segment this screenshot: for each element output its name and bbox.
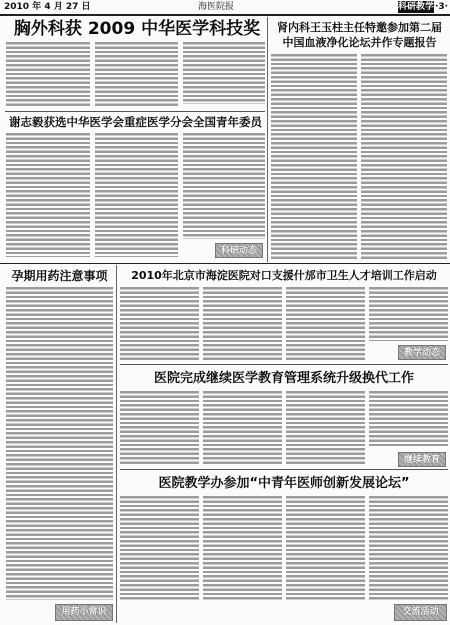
forum-body-col-3 bbox=[286, 496, 365, 600]
tag-teaching: 教学动态 bbox=[398, 345, 446, 360]
shifang-body-col-3 bbox=[286, 287, 365, 361]
forum-body-col-4 bbox=[369, 496, 448, 600]
thoracic-headline: 胸外科获 2009 中华医学科技奖 bbox=[13, 19, 261, 39]
shifang-body-col-1 bbox=[120, 287, 199, 361]
shifang-body-col-2 bbox=[203, 287, 282, 361]
tag-research: 科研动态 bbox=[215, 243, 263, 258]
cme-body-col-2 bbox=[203, 391, 282, 466]
mid-rule bbox=[0, 263, 450, 264]
tag-exchange: 交流活动 bbox=[394, 604, 447, 621]
masthead: 海医院报 bbox=[198, 2, 235, 12]
forum-body-col-1 bbox=[120, 496, 199, 600]
thoracic-body-col-3 bbox=[183, 42, 265, 104]
nephrology-body-col-2 bbox=[361, 54, 447, 260]
cme-divider bbox=[120, 469, 448, 470]
section-label: 科研教学 bbox=[398, 2, 435, 12]
cme-body-col-1 bbox=[120, 391, 199, 466]
cme-headline: 医院完成继续医学教育管理系统升级换代工作 bbox=[153, 371, 414, 386]
nephrology-headline-line-2: 中国血液净化论坛并作专题报告 bbox=[282, 36, 437, 49]
thoracic-body-col-2 bbox=[95, 42, 178, 108]
xie-body-col-3 bbox=[183, 133, 265, 239]
xie-headline: 谢志毅获选中华医学会重症医学分会全国青年委员 bbox=[9, 115, 262, 129]
tag-medication: 用药小常识 bbox=[55, 604, 113, 621]
xie-body-col-2 bbox=[95, 133, 178, 257]
shifang-divider bbox=[120, 364, 448, 365]
issue-date: 2010 年 4 月 27 日 bbox=[4, 2, 91, 12]
shifang-headline: 2010年北京市海淀医院对口支援什邡市卫生人才培训工作启动 bbox=[131, 269, 437, 282]
cme-body-col-3 bbox=[286, 391, 365, 466]
thoracic-body-col-1 bbox=[6, 42, 90, 108]
forum-body-col-2 bbox=[203, 496, 282, 600]
header-rule bbox=[0, 14, 450, 16]
page-number: ·3· bbox=[435, 2, 449, 12]
tag-cme: 继续教育 bbox=[398, 452, 446, 467]
nephrology-body-col-1 bbox=[271, 54, 357, 260]
top-column-divider bbox=[267, 17, 268, 262]
nephrology-headline-line-1: 肾内科王玉柱主任特邀参加第二届 bbox=[277, 21, 442, 34]
forum-headline: 医院教学办参加“中青年医师创新发展论坛” bbox=[158, 476, 410, 491]
shifang-body-col-4 bbox=[369, 287, 448, 341]
cme-body-col-4 bbox=[369, 391, 448, 448]
lower-column-divider bbox=[116, 265, 117, 623]
xie-body-col-1 bbox=[6, 133, 90, 257]
pregnancy-headline: 孕期用药注意事项 bbox=[11, 269, 108, 283]
pregnancy-body bbox=[6, 287, 113, 600]
thoracic-divider bbox=[5, 111, 265, 112]
